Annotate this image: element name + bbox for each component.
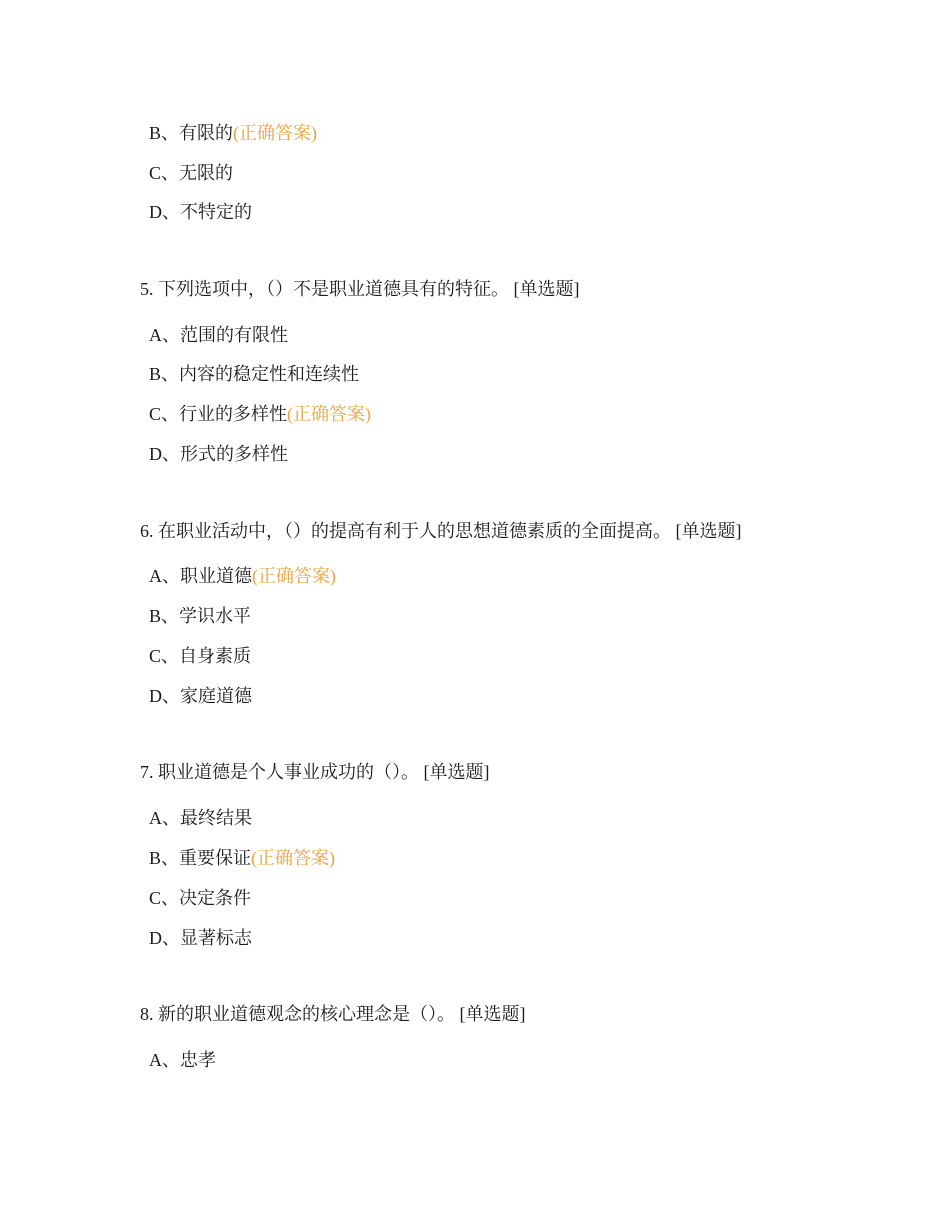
option-text: A、忠孝 bbox=[149, 1050, 216, 1070]
option-d bbox=[149, 926, 252, 950]
option-b bbox=[149, 604, 251, 628]
option-c bbox=[149, 161, 233, 185]
option-b bbox=[149, 846, 335, 870]
option-a bbox=[149, 323, 288, 347]
option-text: C、无限的 bbox=[149, 163, 234, 183]
option-text: A、最终结果 bbox=[149, 808, 252, 828]
question-7: 7. 职业道德是个人事业成功的（）。 [单选题] bbox=[140, 762, 490, 782]
option-text: A、范围的有限性 bbox=[149, 325, 288, 345]
question-8: 8. 新的职业道德观念的核心理念是（）。 [单选题] bbox=[140, 1004, 526, 1024]
option-a bbox=[149, 806, 252, 830]
correct-answer-label: (正确答案) bbox=[233, 123, 318, 143]
option-text: A、职业道德 bbox=[149, 566, 252, 586]
question-5: 5. 下列选项中，（）不是职业道德具有的特征。 [单选题] bbox=[140, 279, 580, 299]
option-text: D、家庭道德 bbox=[149, 686, 252, 706]
option-b bbox=[149, 362, 359, 386]
option-text: D、不特定的 bbox=[149, 202, 252, 222]
option-c bbox=[149, 644, 251, 668]
option-text: B、重要保证 bbox=[149, 848, 252, 868]
option-b bbox=[149, 121, 317, 145]
option-text: B、学识水平 bbox=[149, 606, 252, 626]
option-c bbox=[149, 402, 371, 426]
option-text: B、有限的 bbox=[149, 123, 234, 143]
option-d bbox=[149, 200, 252, 224]
correct-answer-label: (正确答案) bbox=[251, 848, 336, 868]
option-a bbox=[149, 564, 336, 588]
option-d bbox=[149, 684, 252, 708]
option-c bbox=[149, 886, 251, 910]
option-d bbox=[149, 442, 288, 466]
question-6: 6. 在职业活动中，（）的提高有利于人的思想道德素质的全面提高。 [单选题] bbox=[140, 521, 742, 541]
correct-answer-label: (正确答案) bbox=[252, 566, 336, 586]
option-text: D、显著标志 bbox=[149, 928, 252, 948]
option-text: C、决定条件 bbox=[149, 888, 252, 908]
option-text: C、自身素质 bbox=[149, 646, 252, 666]
option-text: C、行业的多样性 bbox=[149, 404, 288, 424]
correct-answer-label: (正确答案) bbox=[287, 404, 372, 424]
option-a bbox=[149, 1048, 216, 1072]
option-text: D、形式的多样性 bbox=[149, 444, 288, 464]
option-text: B、内容的稳定性和连续性 bbox=[149, 364, 360, 384]
